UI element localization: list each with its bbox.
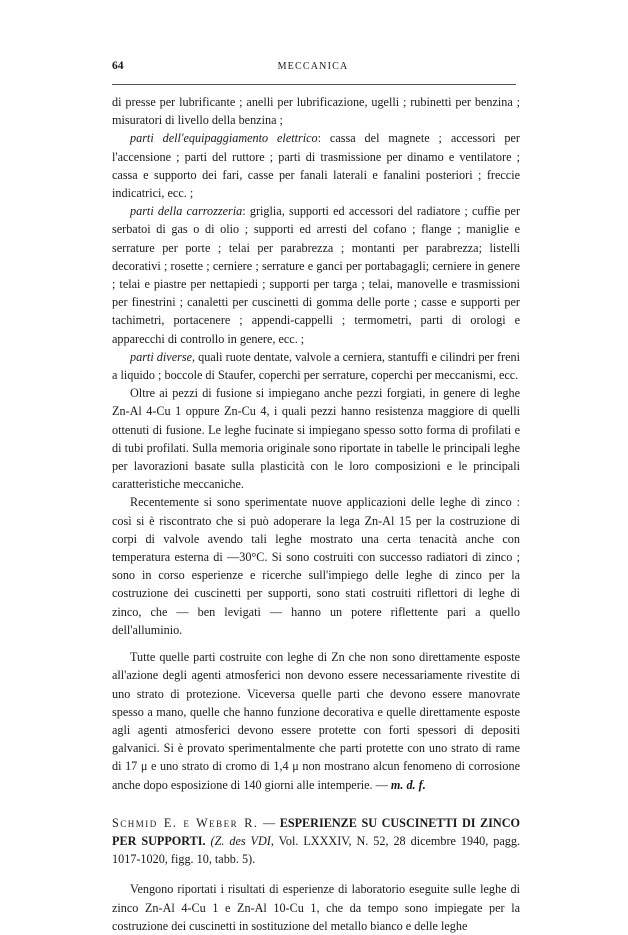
reference-entry (112, 814, 520, 869)
reference-title: ESPERIENZE SU CUSCINETTI DI ZINCO PER SUPPORTI. (112, 815, 521, 848)
reference-authors: Schmid E. e Weber R. (112, 815, 259, 830)
electrical-parts-label: parti dell'equipaggiamento elettrico (130, 131, 318, 146)
paragraph-new-applications: Recentemente si sono sperimentate nuove applicazioni delle leghe di zinco : così si è riscontrato che si può adoperare la lega Zn-Al 15 per la costruzione di corpi di valvole avendo tali leghe mostrato una certa tenacità anche con temperatura esterna di —30°C. Si sono costruiti con successo radiatori di zinco ; sono in corso esperienze e ricerche sull'impiego delle leghe di zinco per la costruzione dei cuscinetti per supporti, sono stati costruiti riflettori di leghe di zinco, che — ben levigati — hanno un potere riflettente pari a quello dell'alluminio. (112, 495, 520, 637)
author-signature: m. d. f. (390, 777, 426, 792)
electrical-parts-text: : cassa del magnete ; accessori per l'accensione ; parti del ruttore ; parti di trasmissione per dinamo e ventilatore ; cassa e supporto dei fari, casse per fanali laterali e fanalini posteriori ; freccie indicatrici, ecc. ; (112, 131, 520, 201)
body-parts-text: : griglia, supporti ed accessori del radiatore ; cuffie per serbatoi di gas o di olio ; supporti ed arresti del cofano ; flange ; maniglie e serrature per porte ; telai per parabrezza ; montanti per parabrezza; listelli decorativi ; rosette ; cerniere ; serrature e ganci per portabagagli; cerniere in genere ; telai e piastre per nettapiedi ; supporti per targa ; telai, manovelle e trasmissioni per finestrini ; canaletti per cuscinetti di gomma delle porte ; casse e supporti per tachimetri, portacenere ; appendi-cappelli ; termometri, parti di orologi e apparecchi di controllo in genere, ecc. ; (112, 204, 520, 346)
reference-details: Vol. LXXXIV, N. 52, 28 dicembre 1940, pagg. 1017-1020, figg. 10, tabb. 5). (112, 833, 521, 867)
paragraph-electrical-parts (112, 129, 520, 202)
paragraph-misc-parts (112, 348, 520, 384)
paragraph-lubrication: di presse per lubrificante ; anelli per lubrificazione, ugelli ; rubinetti per benzina ; misuratori di livello della benzina ; (112, 95, 520, 128)
paragraph-body-parts (112, 202, 520, 348)
body-text (112, 93, 520, 935)
paragraph-forged-parts: Oltre ai pezzi di fusione si impiegano anche pezzi forgiati, in genere di leghe Zn-Al 4-Cu 1 oppure Zn-Cu 4, i quali pezzi hanno resistenza maggiore di quelli ottenuti di fusione. Le leghe fucinate si impiegano spesso sotto forma di profilati e di tubi profilati. Sulla memoria originale sono riportate in tabelle le principali leghe per lavorazioni basate sulla plasticità con le loro composizioni e le principali caratteristiche meccaniche. (112, 386, 520, 492)
reference-dash: — (258, 815, 280, 830)
misc-parts-label: parti diverse (130, 349, 193, 364)
protection-text: Tutte quelle parti costruite con leghe di Zn che non sono direttamente esposte all'azione degli agenti atmosferici non devono essere necessariamente rivestite di uno strato di protezione. Viceversa quelle parti che devono essere manovrate spesso a mano, quelle che hanno funzione decorativa e quelle direttamente esposte agli agenti atmosferici devono essere protette con forti spessori di depositi galvanici. Si è provato sperimentalmente che parti protette con uno strato di rame di 17 μ e uno strato di cromo di 1,4 μ non mostrano alcun fenomeno di corrosione anche dopo esposizione di 140 giorni alle intemperie. — (112, 650, 520, 792)
reference-journal: (Z. des VDI, (210, 833, 274, 848)
running-title: MECCANICA (277, 61, 349, 72)
body-parts-label: parti della carrozzeria (130, 204, 243, 219)
paragraph-experiments: Vengono riportati i risultati di esperienze di laboratorio eseguite sulle leghe di zinco Zn-Al 4-Cu 1 e Zn-Al 10-Cu 1, che da tempo sono impiegate per la costruzione dei cuscinetti in sostituzione del metallo bianco e delle leghe (112, 882, 520, 933)
paragraph-protection (112, 648, 520, 794)
page-header (112, 60, 514, 78)
misc-parts-text: , quali ruote dentate, valvole a cerniera, stantuffi e cilindri per freni a liquido ; boccole di Staufer, coperchi per serrature, coperchi per meccanismi, ecc. (112, 349, 521, 383)
header-rule (112, 84, 516, 85)
page-number: 64 (112, 60, 124, 72)
